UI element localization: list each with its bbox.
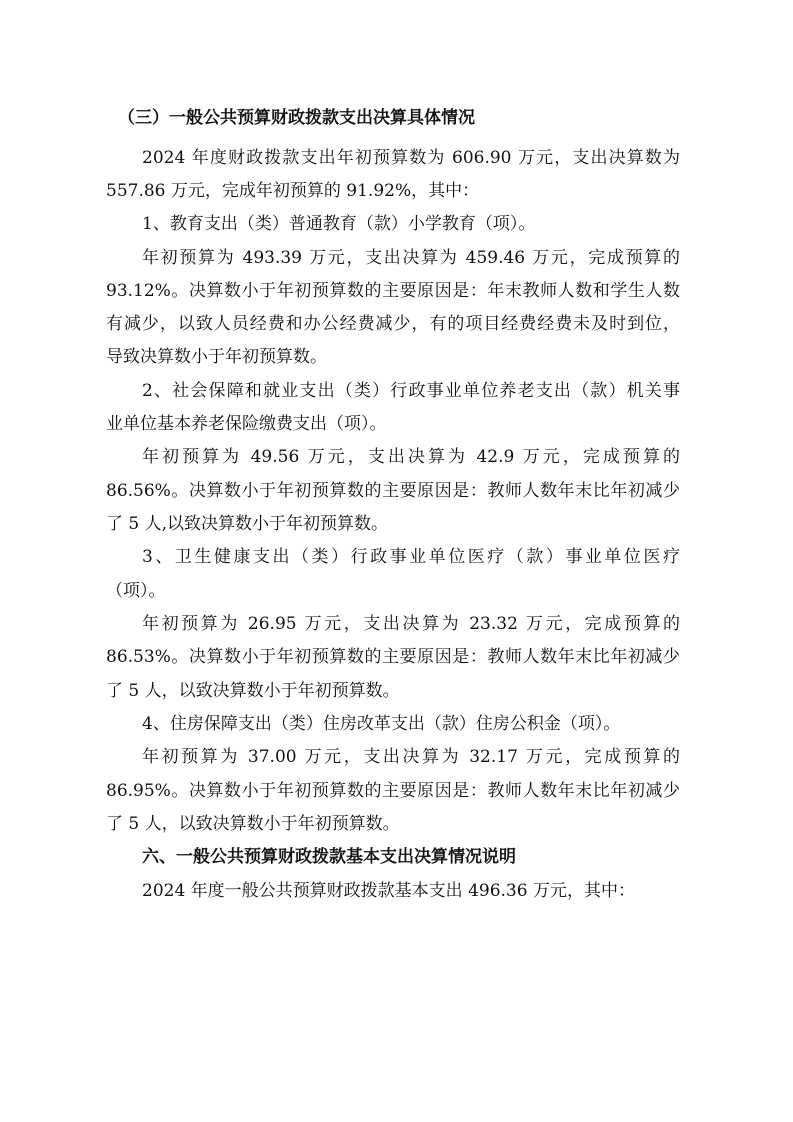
item-body-line: 了 5 人,以致决算数小于年初预算数。	[106, 514, 389, 534]
item-body-line: 86.53%。决算数小于年初预算数的主要原因是：教师人数年末比年初减少	[106, 647, 680, 667]
item-body-line: 年初预算为 49.56 万元，支出决算为 42.9 万元，完成预算的	[142, 447, 680, 467]
item-title: 1、教育支出（类）普通教育（款）小学教育（项）。	[142, 214, 536, 234]
item-body-line: 导致决算数小于年初预算数。	[106, 347, 327, 367]
item-body-line: 年初预算为 37.00 万元，支出决算为 32.17 万元，完成预算的	[142, 747, 680, 767]
section-heading: （三）一般公共预算财政拨款支出决算具体情况	[118, 108, 475, 128]
item-body-line: 了 5 人，以致决算数小于年初预算数。	[106, 814, 400, 834]
item-title: （项）。	[106, 581, 166, 601]
item-title: 业单位基本养老保险缴费支出（项）。	[106, 414, 387, 434]
item-body-line: 86.95%。决算数小于年初预算数的主要原因是：教师人数年末比年初减少	[106, 781, 680, 801]
closing-line: 2024 年度一般公共预算财政拨款基本支出 496.36 万元，其中：	[142, 881, 635, 901]
item-body-line: 年初预算为 493.39 万元，支出决算为 459.46 万元，完成预算的	[142, 248, 680, 268]
item-title: 2、社会保障和就业支出（类）行政事业单位养老支出（款）机关事	[142, 381, 680, 401]
item-body-line: 年初预算为 26.95 万元，支出决算为 23.32 万元，完成预算的	[142, 614, 680, 634]
item-body-line: 了 5 人，以致决算数小于年初预算数。	[106, 681, 400, 701]
item-title: 4、住房保障支出（类）住房改革支出（款）住房公积金（项）。	[142, 714, 621, 734]
summary-line: 2024 年度财政拨款支出年初预算数为 606.90 万元，支出决算数为	[142, 148, 680, 168]
item-title: 3、卫生健康支出（类）行政事业单位医疗（款）事业单位医疗	[142, 547, 680, 567]
item-body-line: 93.12%。决算数小于年初预算数的主要原因是：年末教师人数和学生人数	[106, 281, 680, 301]
summary-line: 557.86 万元，完成年初预算的 91.92%，其中：	[106, 181, 480, 201]
section-heading-six: 六、一般公共预算财政拨款基本支出决算情况说明	[142, 847, 516, 867]
item-body-line: 有减少，以致人员经费和办公经费减少，有的项目经费经费未及时到位，	[106, 314, 680, 334]
item-body-line: 86.56%。决算数小于年初预算数的主要原因是：教师人数年末比年初减少	[106, 481, 680, 501]
